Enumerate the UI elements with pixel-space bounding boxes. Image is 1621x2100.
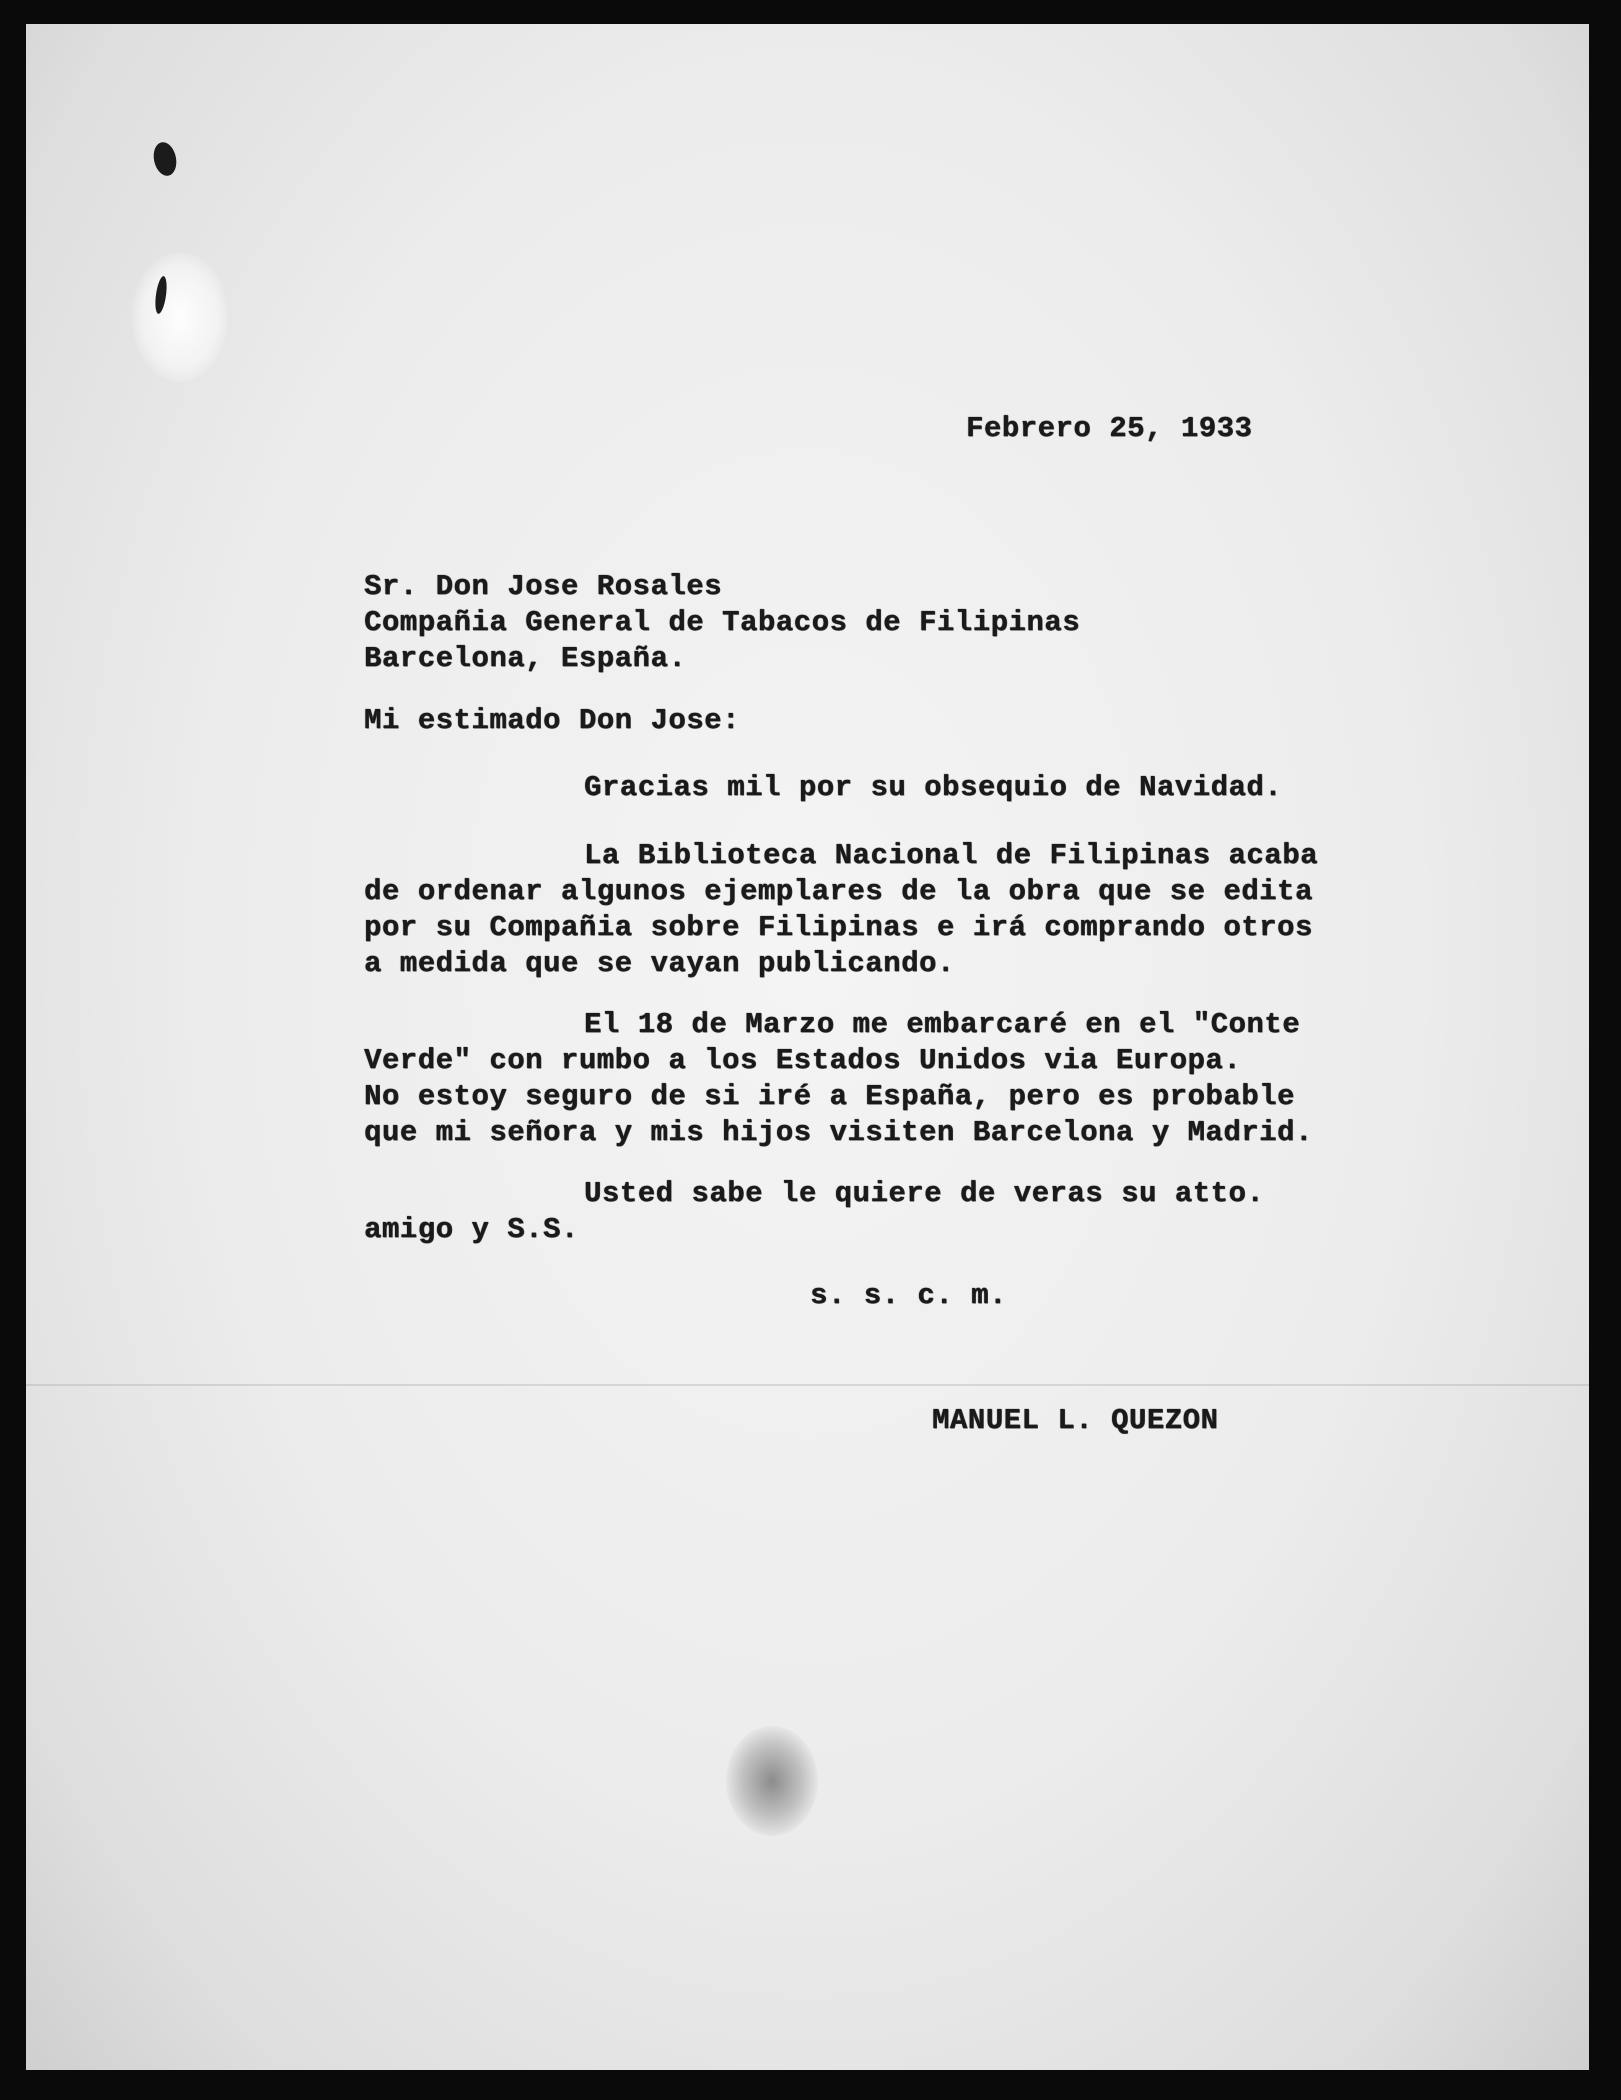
paragraph-3-line: Verde" con rumbo a los Estados Unidos via Europa. [364, 1044, 1242, 1077]
paragraph-3-line: El 18 de Marzo me embarcaré en el "Conte [584, 1008, 1301, 1041]
paragraph-3-line: No estoy seguro de si iré a España, pero es probable [364, 1080, 1295, 1113]
paragraph-1-line: Gracias mil por su obsequio de Navidad. [584, 771, 1283, 804]
recipient-company: Compañia General de Tabacos de Filipinas [364, 606, 1081, 639]
paragraph-4-line: Usted sabe le quiere de veras su atto. [584, 1177, 1265, 1210]
closing-initials: s. s. c. m. [810, 1279, 1007, 1312]
recipient-name: Sr. Don Jose Rosales [364, 570, 723, 603]
letter-date: Febrero 25, 1933 [966, 412, 1253, 445]
signature-name: MANUEL L. QUEZON [932, 1404, 1219, 1437]
ink-blot [726, 1726, 818, 1836]
paper-crease [26, 1384, 1589, 1386]
paper-wear-spot [132, 252, 228, 382]
punch-hole-mark [151, 140, 180, 178]
paragraph-2-line: La Biblioteca Nacional de Filipinas acaba [584, 839, 1319, 872]
letter-paper [26, 24, 1589, 2070]
paragraph-2-line: a medida que se vayan publicando. [364, 947, 955, 980]
paragraph-4-line: amigo y S.S. [364, 1213, 579, 1246]
salutation: Mi estimado Don Jose: [364, 704, 740, 737]
paragraph-2-line: de ordenar algunos ejemplares de la obra que se edita [364, 875, 1313, 908]
paragraph-3-line: que mi señora y mis hijos visiten Barcelona y Madrid. [364, 1116, 1313, 1149]
recipient-location: Barcelona, España. [364, 642, 687, 675]
paragraph-2-line: por su Compañia sobre Filipinas e irá comprando otros [364, 911, 1313, 944]
